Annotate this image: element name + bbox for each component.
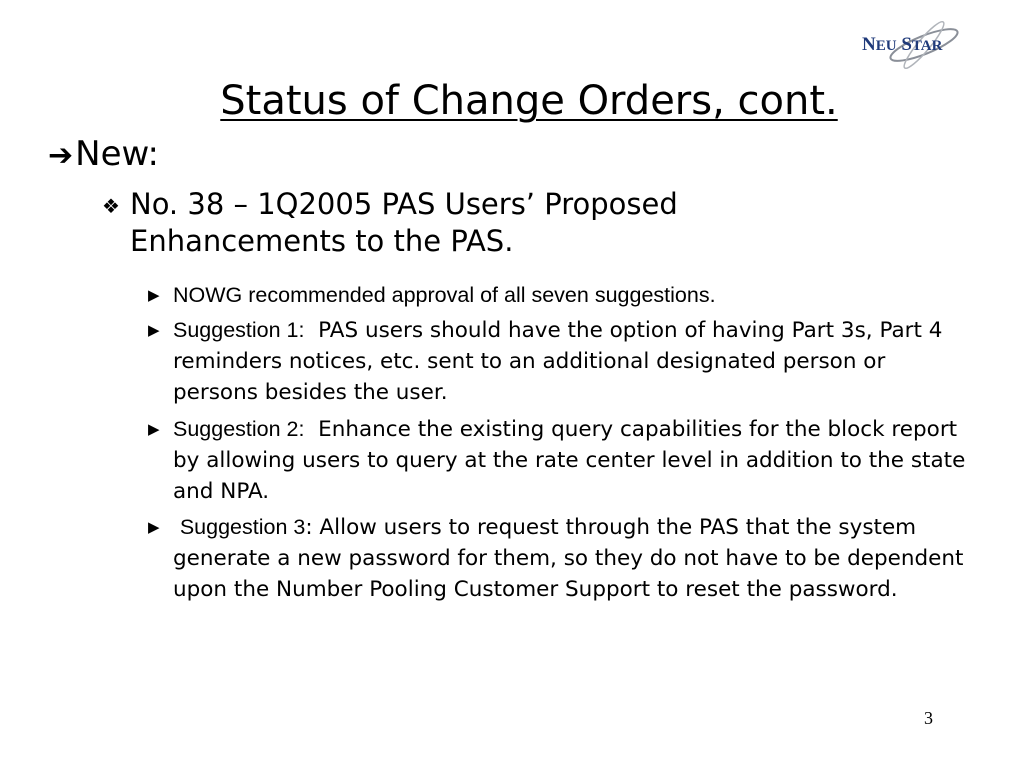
change-order-heading: No. 38 – 1Q2005 PAS Users’ Proposed Enhancements to the PAS. <box>130 187 678 258</box>
point-text: PAS users should have the option of having Part 3s, Part 4 reminders notices, etc. sent to an additional designated person or persons besides the user. <box>173 318 943 405</box>
point-lead: Suggestion 1: <box>173 318 305 342</box>
section-label: New: <box>75 134 159 174</box>
point-text: : Allow users to request through the PAS that the system generate a new password for them, so they do not have to be dependent upon the Number Pooling Customer Support to reset the password. <box>173 515 964 602</box>
triangle-right-icon: ▶ <box>148 321 160 339</box>
point-lead: Suggestion 3 <box>179 515 306 539</box>
triangle-right-icon: ▶ <box>148 420 160 438</box>
arrow-right-icon: ➔ <box>48 138 74 173</box>
point-2 <box>148 315 968 408</box>
section-new <box>48 134 159 174</box>
point-1 <box>148 280 968 311</box>
neustar-logo-graphic <box>858 18 988 72</box>
triangle-right-icon: ▶ <box>148 286 160 304</box>
logo-text: NEU STAR <box>862 34 943 55</box>
diamond-star-icon: ❖ <box>102 194 120 218</box>
point-lead: NOWG recommended approval of all seven suggestions. <box>173 283 716 307</box>
neustar-logo <box>858 18 988 72</box>
point-4 <box>148 512 968 605</box>
change-order-item <box>104 186 864 260</box>
point-3 <box>148 414 968 507</box>
slide-title: Status of Change Orders, cont. <box>220 78 838 124</box>
page-number: 3 <box>924 708 933 728</box>
triangle-right-icon: ▶ <box>148 518 160 536</box>
point-lead: Suggestion 2: <box>173 417 305 441</box>
point-text: Enhance the existing query capabilities for the block report by allowing users to query at the rate center level in addition to the state and NPA. <box>173 417 966 504</box>
